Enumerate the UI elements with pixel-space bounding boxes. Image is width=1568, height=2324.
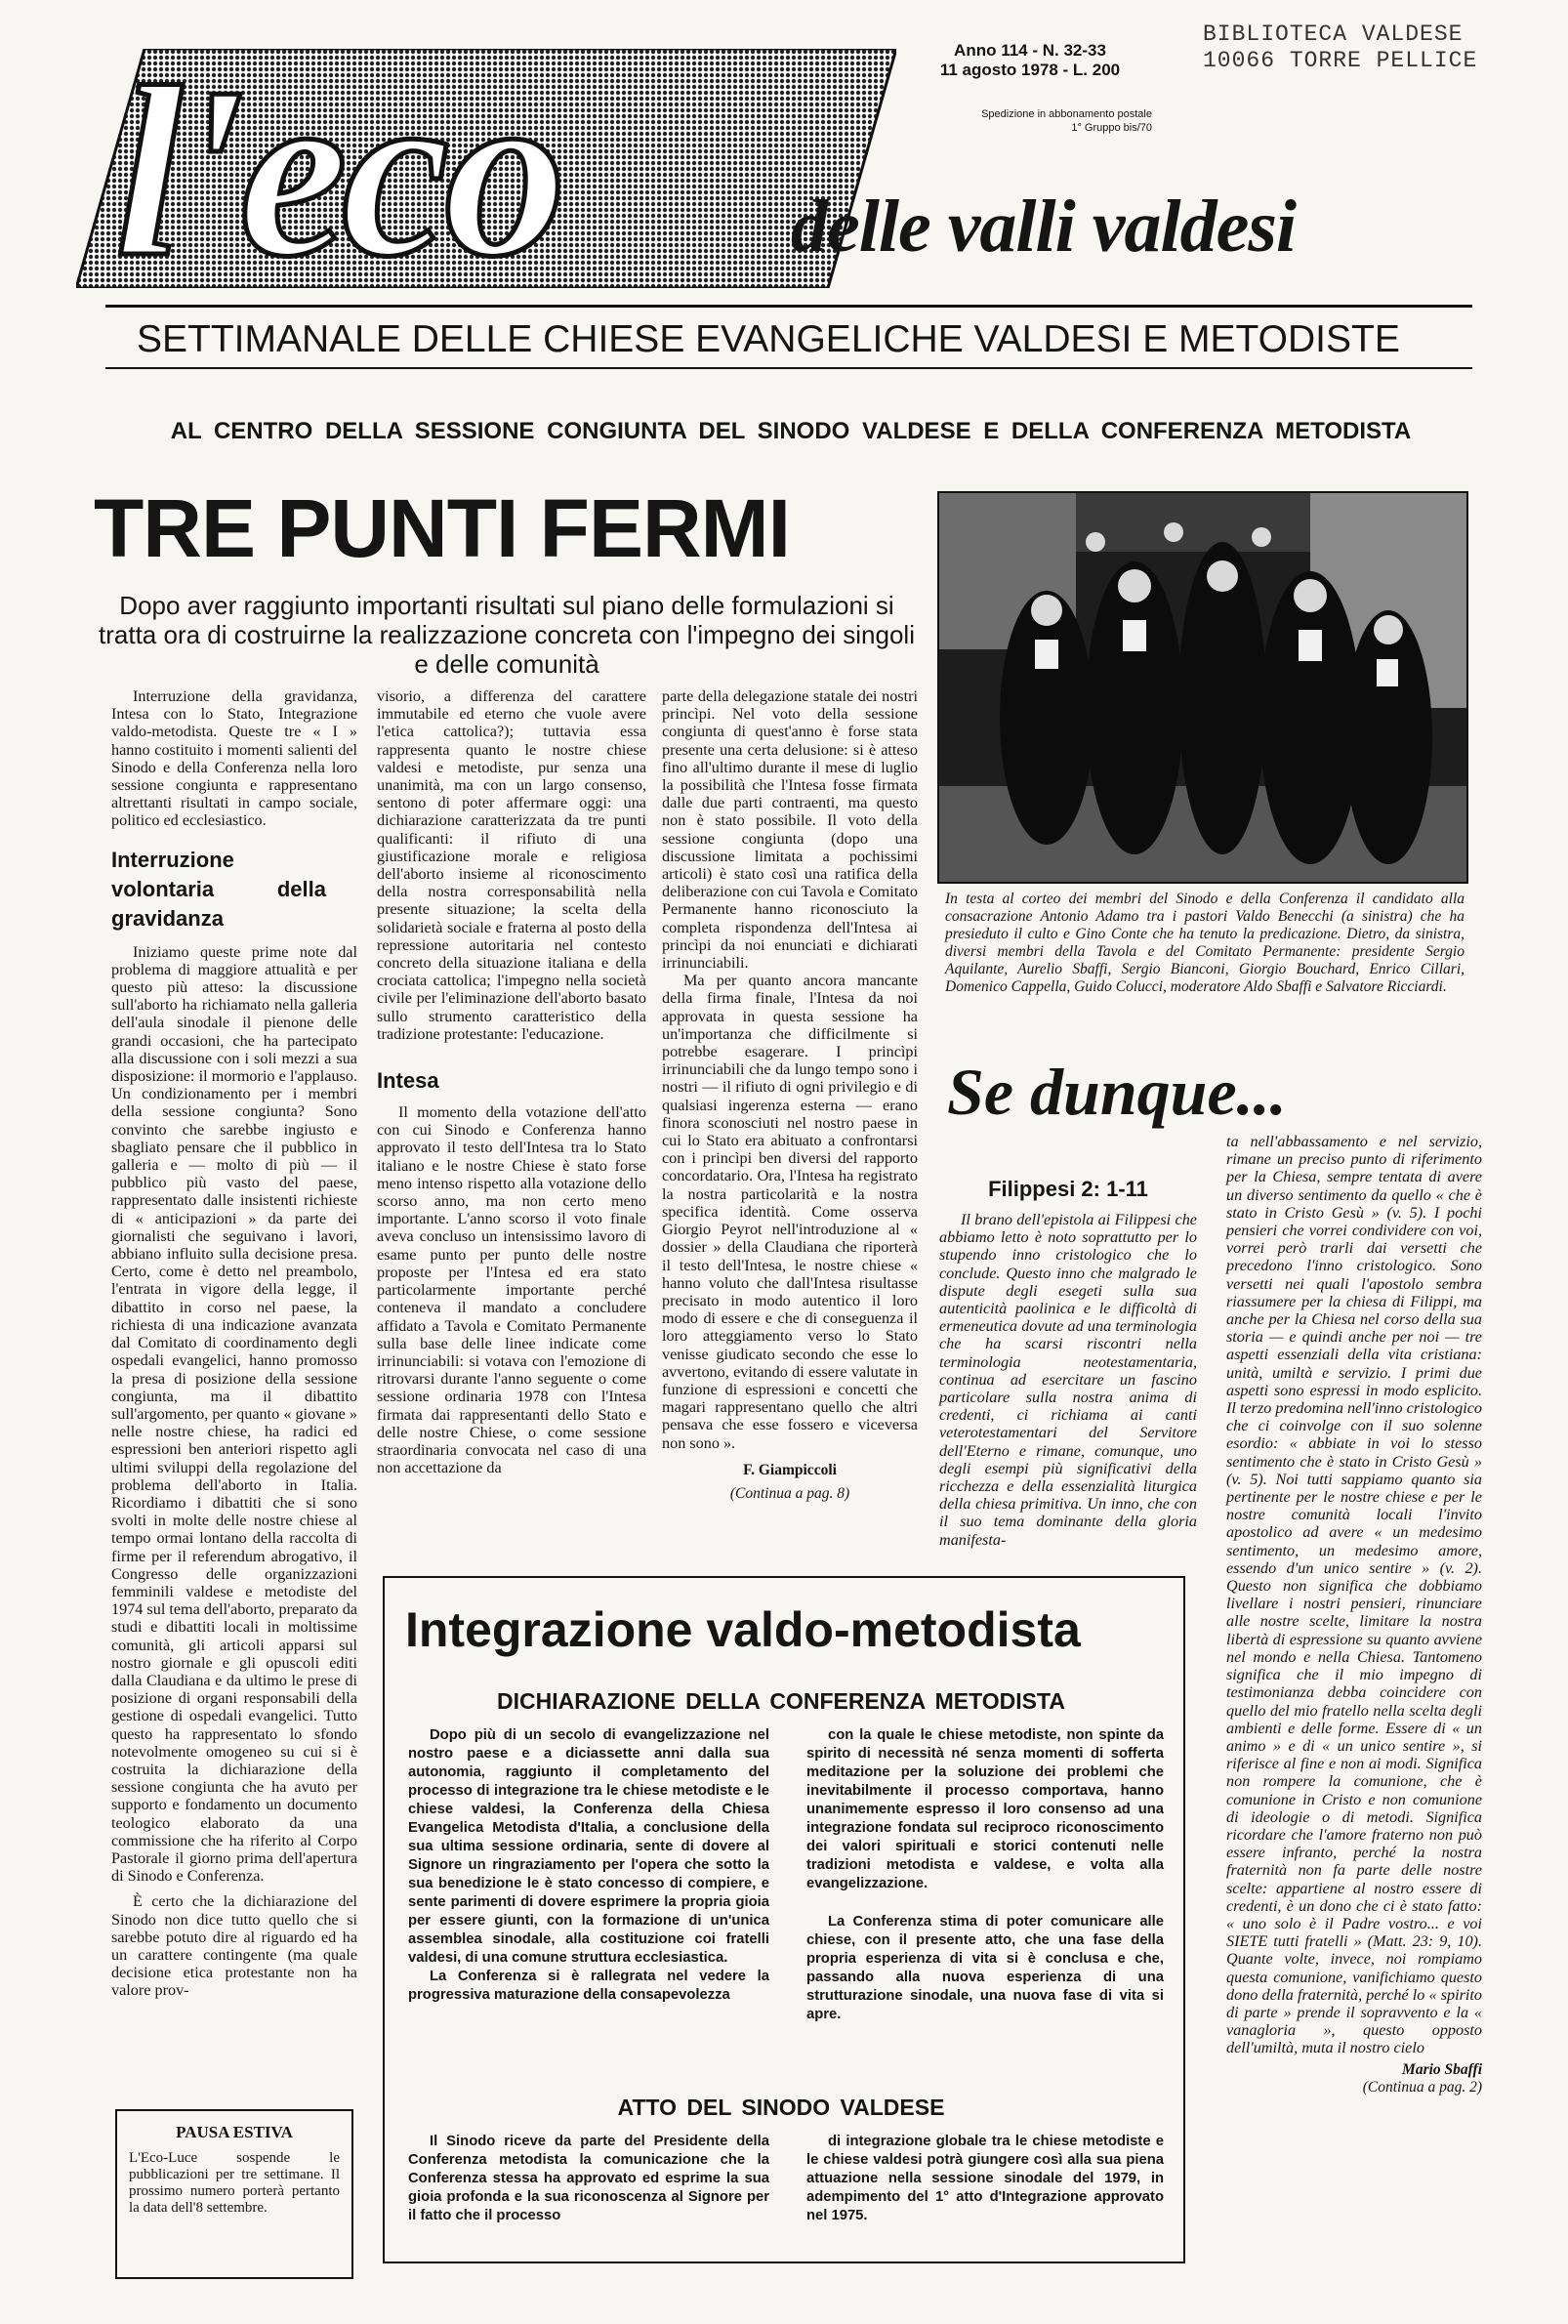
issue-number: Anno 114 - N. 32-33 — [954, 41, 1106, 60]
stamp-line-2: 10066 TORRE PELLICE — [1203, 48, 1478, 73]
integration-title: Integrazione valdo-metodista — [405, 1602, 1081, 1657]
headline: TRE PUNTI FERMI — [94, 482, 790, 574]
postal-line-1: Spedizione in abbonamento postale — [981, 108, 1152, 120]
pausa-box — [115, 2109, 353, 2279]
photo-caption: In testa al corteo dei membri del Sinodo e della Conferenza il candidato alla consacrazione Antonio Adamo tra i pastori Valdo Benecchi (a sinistra) che ha presieduto il culto e Gino Conte che ha tenuto la predicazione. Dietro, da sinistra, diversi membri della Tavola e del Comitato Permanente: presidente Sergio Aquilante, Aurelio Sbaffi, Sergio Bianconi, Giorgio Bouchard, Enrico Cillari, Domenico Cappella, Guido Colucci, moderatore Aldo Sbaffi e Salvatore Ricciardi. — [945, 891, 1465, 995]
issue-date: 11 agosto 1978 - L. 200 — [939, 61, 1121, 79]
meditation-reference: Filippesi 2: 1-11 — [988, 1177, 1148, 1201]
deck: Dopo aver raggiunto importanti risultati sul piano delle formulazioni si tratta ora di costruirne la realizzazione concreta con l'impegno dei singoli e delle comunità — [99, 591, 915, 679]
procession-photo — [937, 491, 1468, 884]
masthead-logo — [76, 49, 896, 288]
integration-subhead-1: DICHIARAZIONE DELLA CONFERENZA METODISTA — [497, 1688, 1065, 1714]
lead-column-1 — [111, 687, 357, 2000]
masthead-subtitle: delle valli valdesi — [791, 186, 1297, 268]
meditation-continue: (Continua a pag. 2) — [1362, 2078, 1482, 2096]
issue-info — [908, 41, 1152, 80]
logo-text: l'eco — [115, 49, 560, 288]
meditation-column-1 — [939, 1176, 1197, 1549]
postal-info — [859, 107, 1152, 135]
lead-body-1-tail: È certo che la dichiarazione del Sinodo non dice tutto quello che si sarebbe potuto dire al riguardo ed ha un carattere contingente (ma quale decisione etica protestante non ha valore prov- — [111, 1892, 357, 2000]
integration-right-text-2: La Conferenza stima di poter comunicare alle chiese, con il presente atto, che una fase della propria esperienza di vita si è conclusa e che, passando alla nuova esperienza di una strutturazione sinodale, una nuova fase di vita si apre. — [806, 1914, 1164, 2022]
procession-photo-image — [939, 493, 1466, 882]
lead-signature: F. Giampiccoli — [743, 1461, 837, 1478]
kicker: AL CENTRO DELLA SESSIONE CONGIUNTA DEL SINODO VALDESE E DELLA CONFERENZA METODISTA — [170, 418, 1412, 444]
sinodo-left-text: Il Sinodo riceve da parte del Presidente della Conferenza metodista la comunicazione che la Conferenza stessa ha approvato ed esprime la sua gioia profonda e la sua riconoscenza al Signore per il fatto che il processo — [408, 2134, 769, 2223]
integration-right-col — [806, 1726, 1164, 2024]
subhead-interruzione: Interruzione volontaria della gravidanza — [111, 847, 326, 931]
sinodo-left-col — [408, 2133, 769, 2225]
meditation-text-1: Il brano dell'epistola ai Filippesi che abbiamo letto è noto soprattutto per lo stupendo inno cristologico che lo conclude. Questo inno che malgrado le dispute degli esegeti sulla sua autenticità paolinica e le difficoltà di ermeneutica dovute ad una terminologia che ha scarsi riscontri nella terminologia neotestamentaria, continua ad esercitare un fascino particolare sulla nostra anima di credenti, ci richiama ai canti veterotestamentari del Servitore dell'Eterno e rimane, comunque, uno degli esempi più significativi della ricchezza e della essenzialità liturgica della chiesa primitiva. Un inno, che con il suo tema dominante della gloria manifesta- — [939, 1211, 1197, 1549]
stamp-line-1: BIBLIOTECA VALDESE — [1203, 21, 1464, 47]
lead-body-3: parte della delegazione statale dei nostri princìpi. Nel voto della sessione congiunta di quest'anno è forse stata presente una certa delusione: si è atteso fino all'ultimo durante il mese di luglio la possibilità che l'Intesa fosse firmata dalle due parti contraenti, ma questo non è stato possibile. Il voto della sessione congiunta (dopo una discussione limitata a pochissimi articoli) è stato così una ratifica della deliberazione con cui Tavola e Comitato Permanente hanno riconosciuto la completa rispondenza dell'Intesa ai princìpi da noi enunciati e dichiarati irrinunciabili. — [662, 687, 918, 973]
masthead-rule-bottom — [105, 367, 1472, 369]
integration-left-col — [408, 1726, 769, 2005]
integration-left-text: Dopo più di un secolo di evangelizzazione nel nostro paese e a diciassette anni dalla sua autonomia, raggiunto il completamento del processo di integrazione tra le chiese metodiste e le chiese valdesi, la Conferenza della Chiesa Evangelica Metodista d'Italia, a conclusione della sua ultima sessione ordinaria, sente di dovere al Signore un ringraziamento per l'opera che sotto la sua benedizione le è stato concesso di compiere, e sente parimenti di dovere esprimere la propria gioia per essere giunti, con la formazione di un'unica assemblea sinodale, alla costituzione coi fratelli valdesi, di una comune struttura ecclesiastica. — [408, 1727, 769, 1966]
lead-body-intesa: Il momento della votazione dell'atto con cui Sinodo e Conferenza hanno approvato il testo dell'Intesa tra lo Stato italiano e le nostre Chiese è stato forse meno intenso rispetto alla votazione dello scorso anno, ma non certo meno importante. L'anno scorso il voto finale aveva concluso un intensissimo lavoro di esame punto per punto delle nostre proposte per l'Intesa ed era stato particolarmente importante perché conteneva il mandato a concludere affidato a Tavola e Comitato Permanente sulla base delle linee indicate come irrinunciabili: si votava con l'emozione di ritrovarsi durante l'anno seguente o come sessione ordinaria 1978 con l'Intesa firmata dai rappresentanti dello Stato e delle nostre Chiese, o come sessione straordinaria convocata nel caso di una non accettazione da — [377, 1103, 646, 1477]
pausa-text: L'Eco-Luce sospende le pubblicazioni per tre settimane. Il prossimo numero porterà pertanto la data dell'8 settembre. — [129, 2150, 340, 2216]
meditation-column-2 — [1226, 1133, 1482, 2096]
pausa-title: PAUSA ESTIVA — [176, 2123, 293, 2141]
lead-column-2 — [377, 687, 646, 1476]
meditation-title: Se dunque... — [947, 1055, 1287, 1129]
subhead-intesa: Intesa — [377, 1068, 439, 1094]
integration-right-text: con la quale le chiese metodiste, non spinte da spirito di necessità né senza momenti di sofferta meditazione per la soluzione dei problemi che inevitabilmente il processo comportava, hanno unanimemente espresso il loro consenso ad una integrazione fondata sul reciproco riconoscimento dei valori spirituali e storici contenuti nelle tradizioni metodista e valdese, e volta alla evangelizzazione. — [806, 1727, 1164, 1891]
sinodo-right-col — [806, 2133, 1164, 2225]
weekly-tagline: SETTIMANALE DELLE CHIESE EVANGELICHE VALDESI E METODISTE — [137, 318, 1400, 360]
lead-intro: Interruzione della gravidanza, Intesa con lo Stato, Integrazione valdo-metodista. Queste tre « I » hanno costituito i momenti salienti del Sinodo e della Conferenza nella loro sessione congiunta e rappresentano altrettanti risultati in campo sociale, politico ed ecclesiastico. — [111, 687, 357, 830]
lead-body-2: visorio, a differenza del carattere immutabile ed eterno che vuole avere l'etica cattolica?); tuttavia essa rappresenta quanto le nostre chiese valdesi e metodiste, pur senza una unanimità, ma con un largo consenso, sentono di poter affermare oggi: una dichiarazione caratterizzata da tre punti qualificanti: il rifiuto di una giustificazione morale e religiosa dell'aborto insieme al riconoscimento della nostra corresponsabilità nella presente situazione; la scelta della solidarietà sociale e fraterna al posto della repressione autoritaria nel contesto concreto della situazione italiana e della crociata cattolica; l'impegno nella società civile per l'eliminazione dell'aborto basato sullo strumento caratteristico della tradizione protestante: l'educazione. — [377, 687, 646, 1043]
sinodo-right-text: di integrazione globale tra le chiese metodiste e le chiese valdesi potrà giungere così alla sua piena attuazione nella sessione sinodale del 1979, in adempimento del 1° atto d'Integrazione approvato nel 1975. — [806, 2134, 1164, 2223]
lead-continue: (Continua a pag. 8) — [729, 1484, 850, 1502]
lead-column-3 — [662, 687, 918, 1503]
integration-left-text-2: La Conferenza si è rallegrata nel vedere la progressiva maturazione della consapevolezza — [408, 1969, 769, 2003]
masthead-rule-top — [105, 305, 1472, 308]
postal-line-2: 1° Gruppo bis/70 — [1071, 122, 1152, 134]
lead-body-3b: Ma per quanto ancora mancante della firma finale, l'Intesa da noi approvata in questa sessione ha un'importanza che difficilmente si potrebbe esagerare. I princìpi irrinunciabili che da lungo tempo sono i nostri — il rifiuto di ogni privilegio e di qualsiasi ingerenza esterna — erano finora sconosciuti nel nostro paese in cui lo Stato era abituato a confrontarsi con i princìpi ben diversi del rapporto concordatario. Ora, l'Intesa ha registrato la nostra particolarità e la nostra specifica identità. Come osserva Giorgio Peyrot nell'introduzione al « dossier » della Claudiana che riporterà il testo dell'Intesa, le nostre chiese « hanno voluto che dall'Intesa risultasse precisato in modo autentico il loro modo di essere e che di conseguenza il loro atteggiamento verso lo Stato venisse giudicato secondo che esse lo avvertono, evitando di essere valutate in funzione di espressioni e concetti che magari rappresentano quello che altri pensava che esse fossero e viceversa non sono ». — [662, 972, 918, 1452]
meditation-signature: Mario Sbaffi — [1402, 2060, 1482, 2078]
lead-body-1: Iniziamo queste prime note dal problema di maggiore attualità e per questo più atteso: la discussione sull'aborto ha richiamato nella galleria dell'aula sinodale il pienone delle grandi occasioni, che ha partecipato alla discussione con i soli mezzi a sua disposizione: il mormorio e l'applauso. Un condizionamento per i membri della sessione congiunta? Sono convinto che sarebbe ingiusto e sbagliato pensare che il pubblico in galleria e — molto di più — il pubblico più vasto del paese, rappresentato dalle insistenti richieste di « anticipazioni » da parte dei giornalisti che seguivano i lavori, abbiano influito sulla decisione presa. Certo, come è detto nel preambolo, l'entrata in vigore della legge, il dibattito in corso nel paese, la richiesta di una indicazione avanzata dal Comitato di coordinamento degli ospedali evangelici, hanno promosso la presa di posizione della sessione congiunta, ma il dibattito sull'argomento, per quanto « giovane » nelle nostre chiese, ha radici ed espressioni ben anteriori rispetto agli ultimi sviluppi della regolazione del problema dell'aborto in Italia. Ricordiamo i dibattiti che si sono svolti in molte delle nostre chiese al tempo ormai lontano della raccolta di firme per il referendum abrogativo, il Congresso delle organizzazioni femminili valdese e metodiste del 1974 sul tema dell'aborto, preparato da studi e dibattiti locali in moltissime comunità, gli articoli apparsi sul nostro giornale e gli opuscoli editi dalla Claudiana e da ultimo le prese di posizione di organi responsabili della gestione di ospedali evangelici. Tutto questo ha rappresentato lo sfondo notevolmente omogeneo su cui si è costruita la dichiarazione della sessione congiunta che ha avuto per supporto e fondamento un documento teologico elaborato da una commissione che ha riferito al Corpo Pastorale il giorno prima dell'apertura di Sinodo e Conferenza. — [111, 942, 357, 1886]
integration-subhead-2: ATTO DEL SINODO VALDESE — [617, 2095, 945, 2120]
meditation-text-2: ta nell'abbassamento e nel servizio, rimane un preciso punto di riferimento per la Chiesa, sempre tentata di avere un diverso sentimento da quello « che è stato in Cristo Gesù » (v. 5). I pochi pensieri che vorrei condividere con voi, vorrei però trarli dai versetti che precedono l'inno cristologico. Sono versetti nei quali l'apostolo sembra riassumere per la chiesa di Filippi, ma anche per la Chiesa nel corso della sua storia — e quindi anche per noi — tre aspetti essenziali della vita cristiana: unità, umiltà e servizio. I primi due aspetti sono espressi in modo esplicito. Il terzo predomina nell'inno cristologico che ci coinvolge con il suo solenne esordio: « abbiate in voi lo stesso sentimento che è stato in Cristo Gesù » (v. 5). Noi tutti sappiamo quanto sia pertinente per le nostre chiese e per le nostre comunità locali l'invito apostolico ad avere « un medesimo sentimento, un medesimo amore, essendo d'un unico sentire » (v. 2). Questo non significa che dobbiamo livellare i nostri pensieri, rinunciare alle nostre scelte, limitare la nostra libertà di espressione su quanto avviene nel mondo e nella Chiesa. Tantomeno significa che il mio impegno di testimonianza debba coincidere con quello del mio fratello nella scelta degli ambienti e delle forme. Essere di « un animo » e di « un unico sentire », si riferisce al fine e non ai modi. Significa non rompere la comunione, che è comunione in Cristo e non comunione di ideologie o di metodi. Significa ricordare che l'amore fraterno non può essere infranto, perché la nostra fraternità non fa parte delle nostre scelte: appartiene al nostro essere di credenti, è un dono che ci è stato fatto: « uno solo è il Padre vostro... e voi SIETE tutti fratelli » (Matt. 23: 9, 10). Quante volte, invece, noi rompiamo questa comunione, vanifichiamo questo dono della fraternità, perché lo « spirito di parte » prende il sopravvento e la « vanagloria », questo opposto dell'umiltà, muta il nostro cielo — [1226, 1133, 1482, 2057]
library-stamp — [1203, 21, 1535, 74]
